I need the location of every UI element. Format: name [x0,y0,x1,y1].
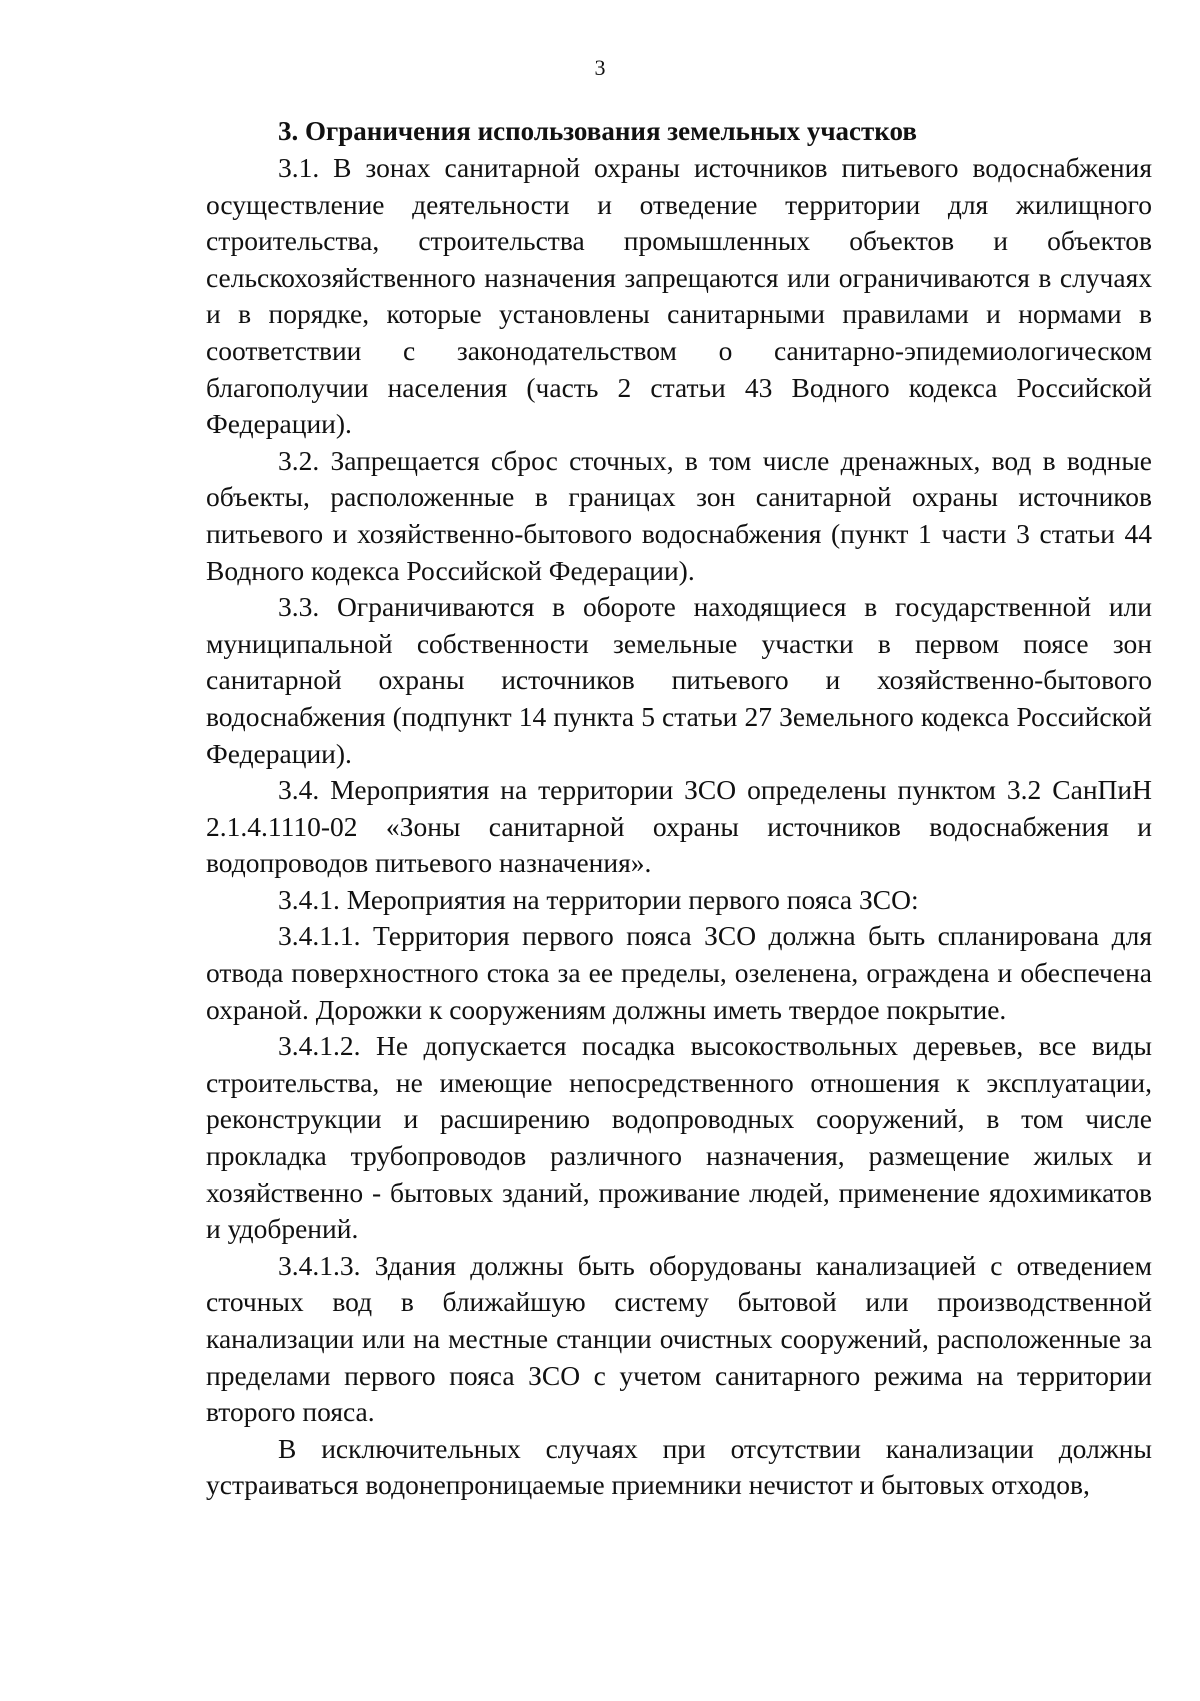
paragraph-3-4: 3.4. Мероприятия на территории ЗСО определены пунктом 3.2 СанПиН 2.1.4.1110-02 «Зоны санитарной охраны источников водоснабжения и водопроводов питьевого назначения». [206,774,1152,879]
document-body [206,112,1152,1504]
paragraph-3-4-1: 3.4.1. Мероприятия на территории первого пояса ЗСО: [278,883,919,915]
paragraph-3-4-1-1: 3.4.1.1. Территория первого пояса ЗСО должна быть спланирована для отвода поверхностного стока за ее пределы, озеленена, ограждена и обеспечена охраной. Дорожки к сооружениям должны иметь твердое покрытие. [206,920,1152,1025]
paragraph-3-3: 3.3. Ограничиваются в обороте находящиеся в государственной или муниципальной собственности земельные участки в первом поясе зон санитарной охраны источников питьевого и хозяйственно-бытового водоснабжения (подпункт 14 пункта 5 статьи 27 Земельного кодекса Российской Федерации). [206,591,1152,769]
paragraph-3-2: 3.2. Запрещается сброс сточных, в том числе дренажных, вод в водные объекты, расположенные в границах зон санитарной охраны источников питьевого и хозяйственно-бытового водоснабжения (пункт 1 части 3 статьи 44 Водного кодекса Российской Федерации). [206,444,1152,586]
paragraph-3-1: 3.1. В зонах санитарной охраны источников питьевого водоснабжения осуществление деятельности и отведение территории для жилищного строительства, строительства промышленных объектов и объектов сельскохозяйственного назначения запрещаются или ограничиваются в случаях и в порядке, которые установлены санитарными правилами и нормами в соответствии с законодательством о санитарно-эпидемиологическом благополучии населения (часть 2 статьи 43 Водного кодекса Российской Федерации). [206,152,1152,440]
paragraph-exceptional-cases: В исключительных случаях при отсутствии канализации должны устраиваться водонепроницаемые приемники нечистот и бытовых отходов, [206,1432,1152,1501]
paragraph-3-4-1-2: 3.4.1.2. Не допускается посадка высокоствольных деревьев, все виды строительства, не имеющие непосредственного отношения к эксплуатации, реконструкции и расширению водопроводных сооружений, в том числе прокладка трубопроводов различного назначения, размещение жилых и хозяйственно - бытовых зданий, проживание людей, применение ядохимикатов и удобрений. [206,1030,1152,1245]
section-heading: 3. Ограничения использования земельных участков [278,116,917,146]
paragraph-3-4-1-3: 3.4.1.3. Здания должны быть оборудованы канализацией с отведением сточных вод в ближайшую систему бытовой или производственной канализации или на местные станции очистных сооружений, расположенные за пределами первого пояса ЗСО с учетом санитарного режима на территории второго пояса. [206,1249,1152,1428]
page-number: 3 [594,55,606,80]
